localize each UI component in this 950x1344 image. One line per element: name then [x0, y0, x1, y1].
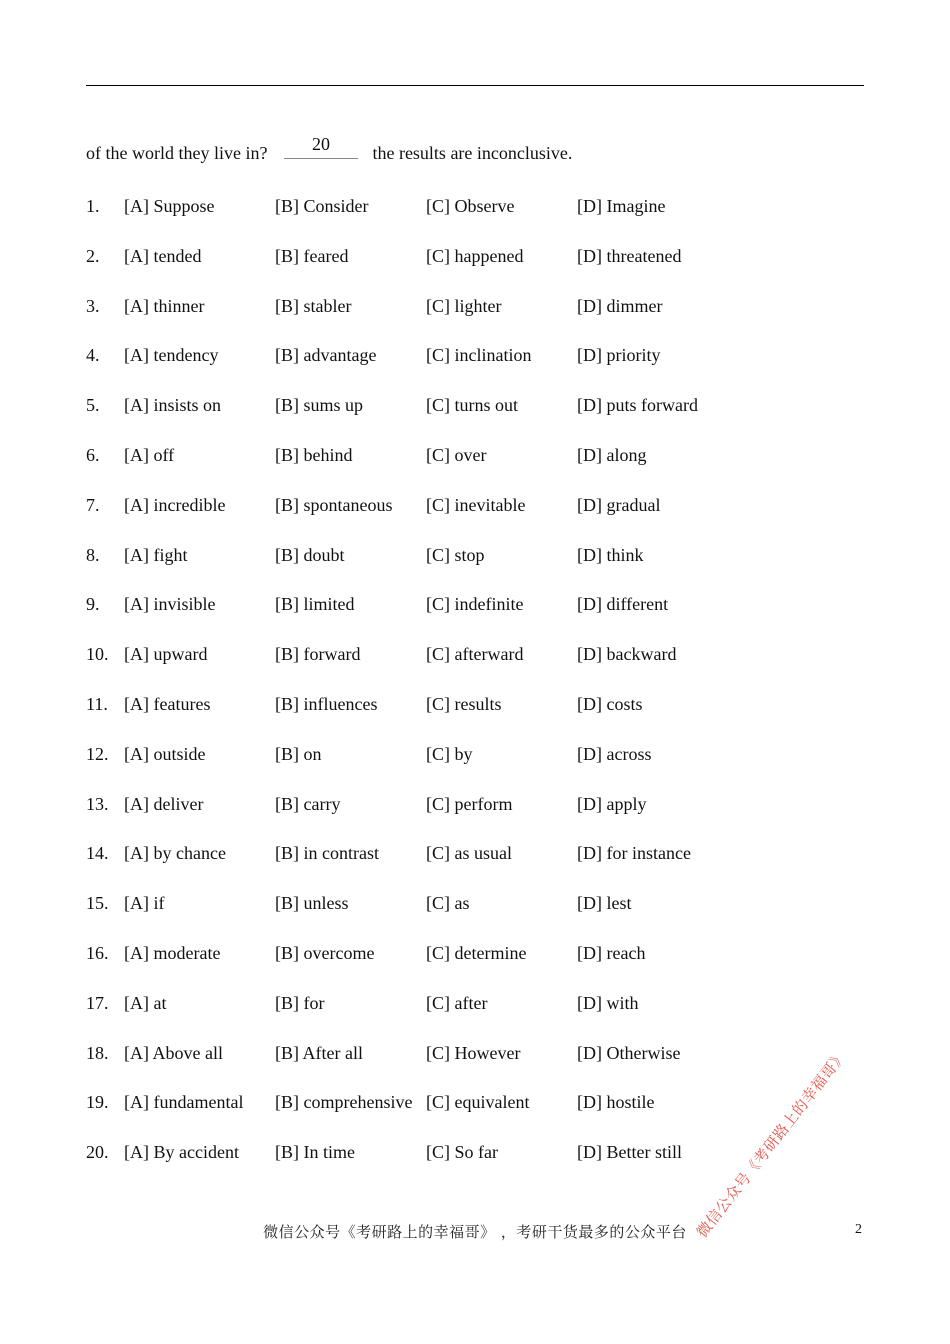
option-b: [B] After all — [275, 1042, 363, 1063]
option-b: [B] limited — [275, 594, 355, 615]
option-d: [D] Imagine — [577, 196, 666, 216]
option-b: [B] unless — [275, 893, 349, 914]
page-number: 2 — [855, 1222, 862, 1237]
question-row — [86, 744, 806, 794]
option-a: [A] if — [124, 893, 165, 914]
option-a: [A] thinner — [124, 295, 205, 316]
question-number: 6. — [86, 444, 100, 465]
option-b: [B] feared — [275, 245, 349, 266]
option-c: [C] inevitable — [426, 494, 526, 515]
option-d: [D] Otherwise — [577, 1042, 681, 1063]
question-number: 13. — [86, 793, 109, 814]
option-c: [C] results — [426, 693, 502, 714]
option-d: [D] reach — [577, 942, 646, 963]
option-a: [A] fight — [124, 544, 188, 565]
option-a: [A] off — [124, 444, 175, 465]
option-a: [A] Above all — [124, 1042, 223, 1063]
passage-last-line — [86, 134, 573, 164]
question-number: 17. — [86, 992, 109, 1013]
footer-text: 微信公众号《考研路上的幸福哥》 ，考研干货最多的公众平台 — [263, 1223, 687, 1241]
option-a: [A] outside — [124, 743, 206, 764]
option-d: [D] for instance — [577, 843, 691, 864]
question-number: 12. — [86, 743, 109, 764]
option-d: [D] puts forward — [577, 395, 698, 416]
option-c: [C] by — [426, 743, 473, 764]
option-b: [B] doubt — [275, 544, 345, 565]
option-c: [C] However — [426, 1042, 521, 1063]
option-d: [D] apply — [577, 793, 647, 814]
question-row — [86, 594, 806, 644]
question-number: 11. — [86, 693, 108, 714]
option-b: [B] overcome — [275, 942, 375, 963]
option-d: [D] different — [577, 594, 669, 615]
option-c: [C] over — [426, 444, 487, 465]
question-row — [86, 246, 806, 296]
option-a: [A] By accident — [124, 1142, 239, 1163]
question-list — [86, 196, 806, 1192]
lead-text-before: of the world they live in? — [86, 143, 268, 163]
option-c: [C] happened — [426, 245, 524, 266]
option-a: [A] Suppose — [124, 196, 215, 216]
option-a: [A] fundamental — [124, 1092, 244, 1113]
option-d: [D] with — [577, 992, 639, 1013]
question-row — [86, 794, 806, 844]
option-d: [D] along — [577, 444, 647, 465]
question-row — [86, 843, 806, 893]
lead-text-after: the results are inconclusive. — [372, 143, 573, 163]
watermark: 微信公众号《考研路上的幸福哥》 — [692, 1046, 851, 1241]
blank-20 — [284, 134, 358, 159]
question-number: 1. — [86, 196, 100, 216]
option-d: [D] costs — [577, 693, 643, 714]
option-a: [A] tended — [124, 245, 202, 266]
question-number: 7. — [86, 494, 100, 515]
option-b: [B] behind — [275, 444, 353, 465]
question-row — [86, 1043, 806, 1093]
option-b: [B] Consider — [275, 196, 369, 216]
question-number: 9. — [86, 594, 100, 615]
option-d: [D] across — [577, 743, 652, 764]
option-a: [A] insists on — [124, 395, 222, 416]
option-c: [C] So far — [426, 1142, 498, 1163]
question-row — [86, 993, 806, 1043]
option-a: [A] by chance — [124, 843, 226, 864]
blank-number: 20 — [311, 134, 330, 154]
option-c: [C] lighter — [426, 295, 502, 316]
question-number: 8. — [86, 544, 100, 565]
option-c: [C] inclination — [426, 345, 532, 366]
option-c: [C] indefinite — [426, 594, 524, 615]
option-a: [A] upward — [124, 644, 208, 665]
header-rule — [86, 85, 864, 86]
option-c: [C] after — [426, 992, 488, 1013]
option-b: [B] advantage — [275, 345, 377, 366]
question-row — [86, 445, 806, 495]
question-row — [86, 644, 806, 694]
option-a: [A] incredible — [124, 494, 226, 515]
question-row — [86, 345, 806, 395]
option-d: [D] gradual — [577, 494, 661, 515]
option-c: [C] Observe — [426, 196, 515, 216]
option-d: [D] hostile — [577, 1092, 655, 1113]
option-d: [D] lest — [577, 893, 632, 914]
question-row — [86, 395, 806, 445]
option-c: [C] turns out — [426, 395, 518, 416]
option-c: [C] afterward — [426, 644, 524, 665]
option-d: [D] backward — [577, 644, 677, 665]
option-c: [C] stop — [426, 544, 485, 565]
option-c: [C] equivalent — [426, 1092, 530, 1113]
question-row — [86, 545, 806, 595]
option-b: [B] on — [275, 743, 322, 764]
question-number: 16. — [86, 942, 109, 963]
option-b: [B] carry — [275, 793, 341, 814]
question-row — [86, 1092, 806, 1142]
question-row — [86, 296, 806, 346]
option-b: [B] In time — [275, 1142, 355, 1163]
option-b: [B] spontaneous — [275, 494, 393, 515]
question-number: 5. — [86, 395, 100, 416]
question-number: 3. — [86, 295, 100, 316]
question-number: 20. — [86, 1142, 109, 1163]
option-b: [B] forward — [275, 644, 361, 665]
option-a: [A] invisible — [124, 594, 216, 615]
question-row — [86, 893, 806, 943]
option-a: [A] at — [124, 992, 167, 1013]
question-number: 14. — [86, 843, 109, 864]
question-number: 10. — [86, 644, 109, 665]
option-d: [D] Better still — [577, 1142, 682, 1163]
option-a: [A] tendency — [124, 345, 219, 366]
question-number: 18. — [86, 1042, 109, 1063]
question-row — [86, 495, 806, 545]
option-c: [C] as — [426, 893, 470, 914]
question-number: 15. — [86, 893, 109, 914]
question-number: 19. — [86, 1092, 109, 1113]
option-d: [D] priority — [577, 345, 661, 366]
option-b: [B] in contrast — [275, 843, 379, 864]
question-row — [86, 196, 806, 246]
option-a: [A] deliver — [124, 793, 204, 814]
question-row — [86, 943, 806, 993]
option-b: [B] sums up — [275, 395, 364, 416]
option-d: [D] threatened — [577, 245, 682, 266]
question-number: 4. — [86, 345, 100, 366]
option-a: [A] features — [124, 693, 211, 714]
option-b: [B] stabler — [275, 295, 352, 316]
option-c: [C] perform — [426, 793, 513, 814]
option-a: [A] moderate — [124, 942, 221, 963]
question-number: 2. — [86, 245, 100, 266]
option-b: [B] influences — [275, 693, 378, 714]
option-d: [D] dimmer — [577, 295, 663, 316]
option-b: [B] comprehensive — [275, 1092, 413, 1113]
option-c: [C] as usual — [426, 843, 512, 864]
option-b: [B] for — [275, 992, 325, 1013]
question-row — [86, 694, 806, 744]
question-row — [86, 1142, 806, 1192]
option-c: [C] determine — [426, 942, 527, 963]
option-d: [D] think — [577, 544, 644, 565]
